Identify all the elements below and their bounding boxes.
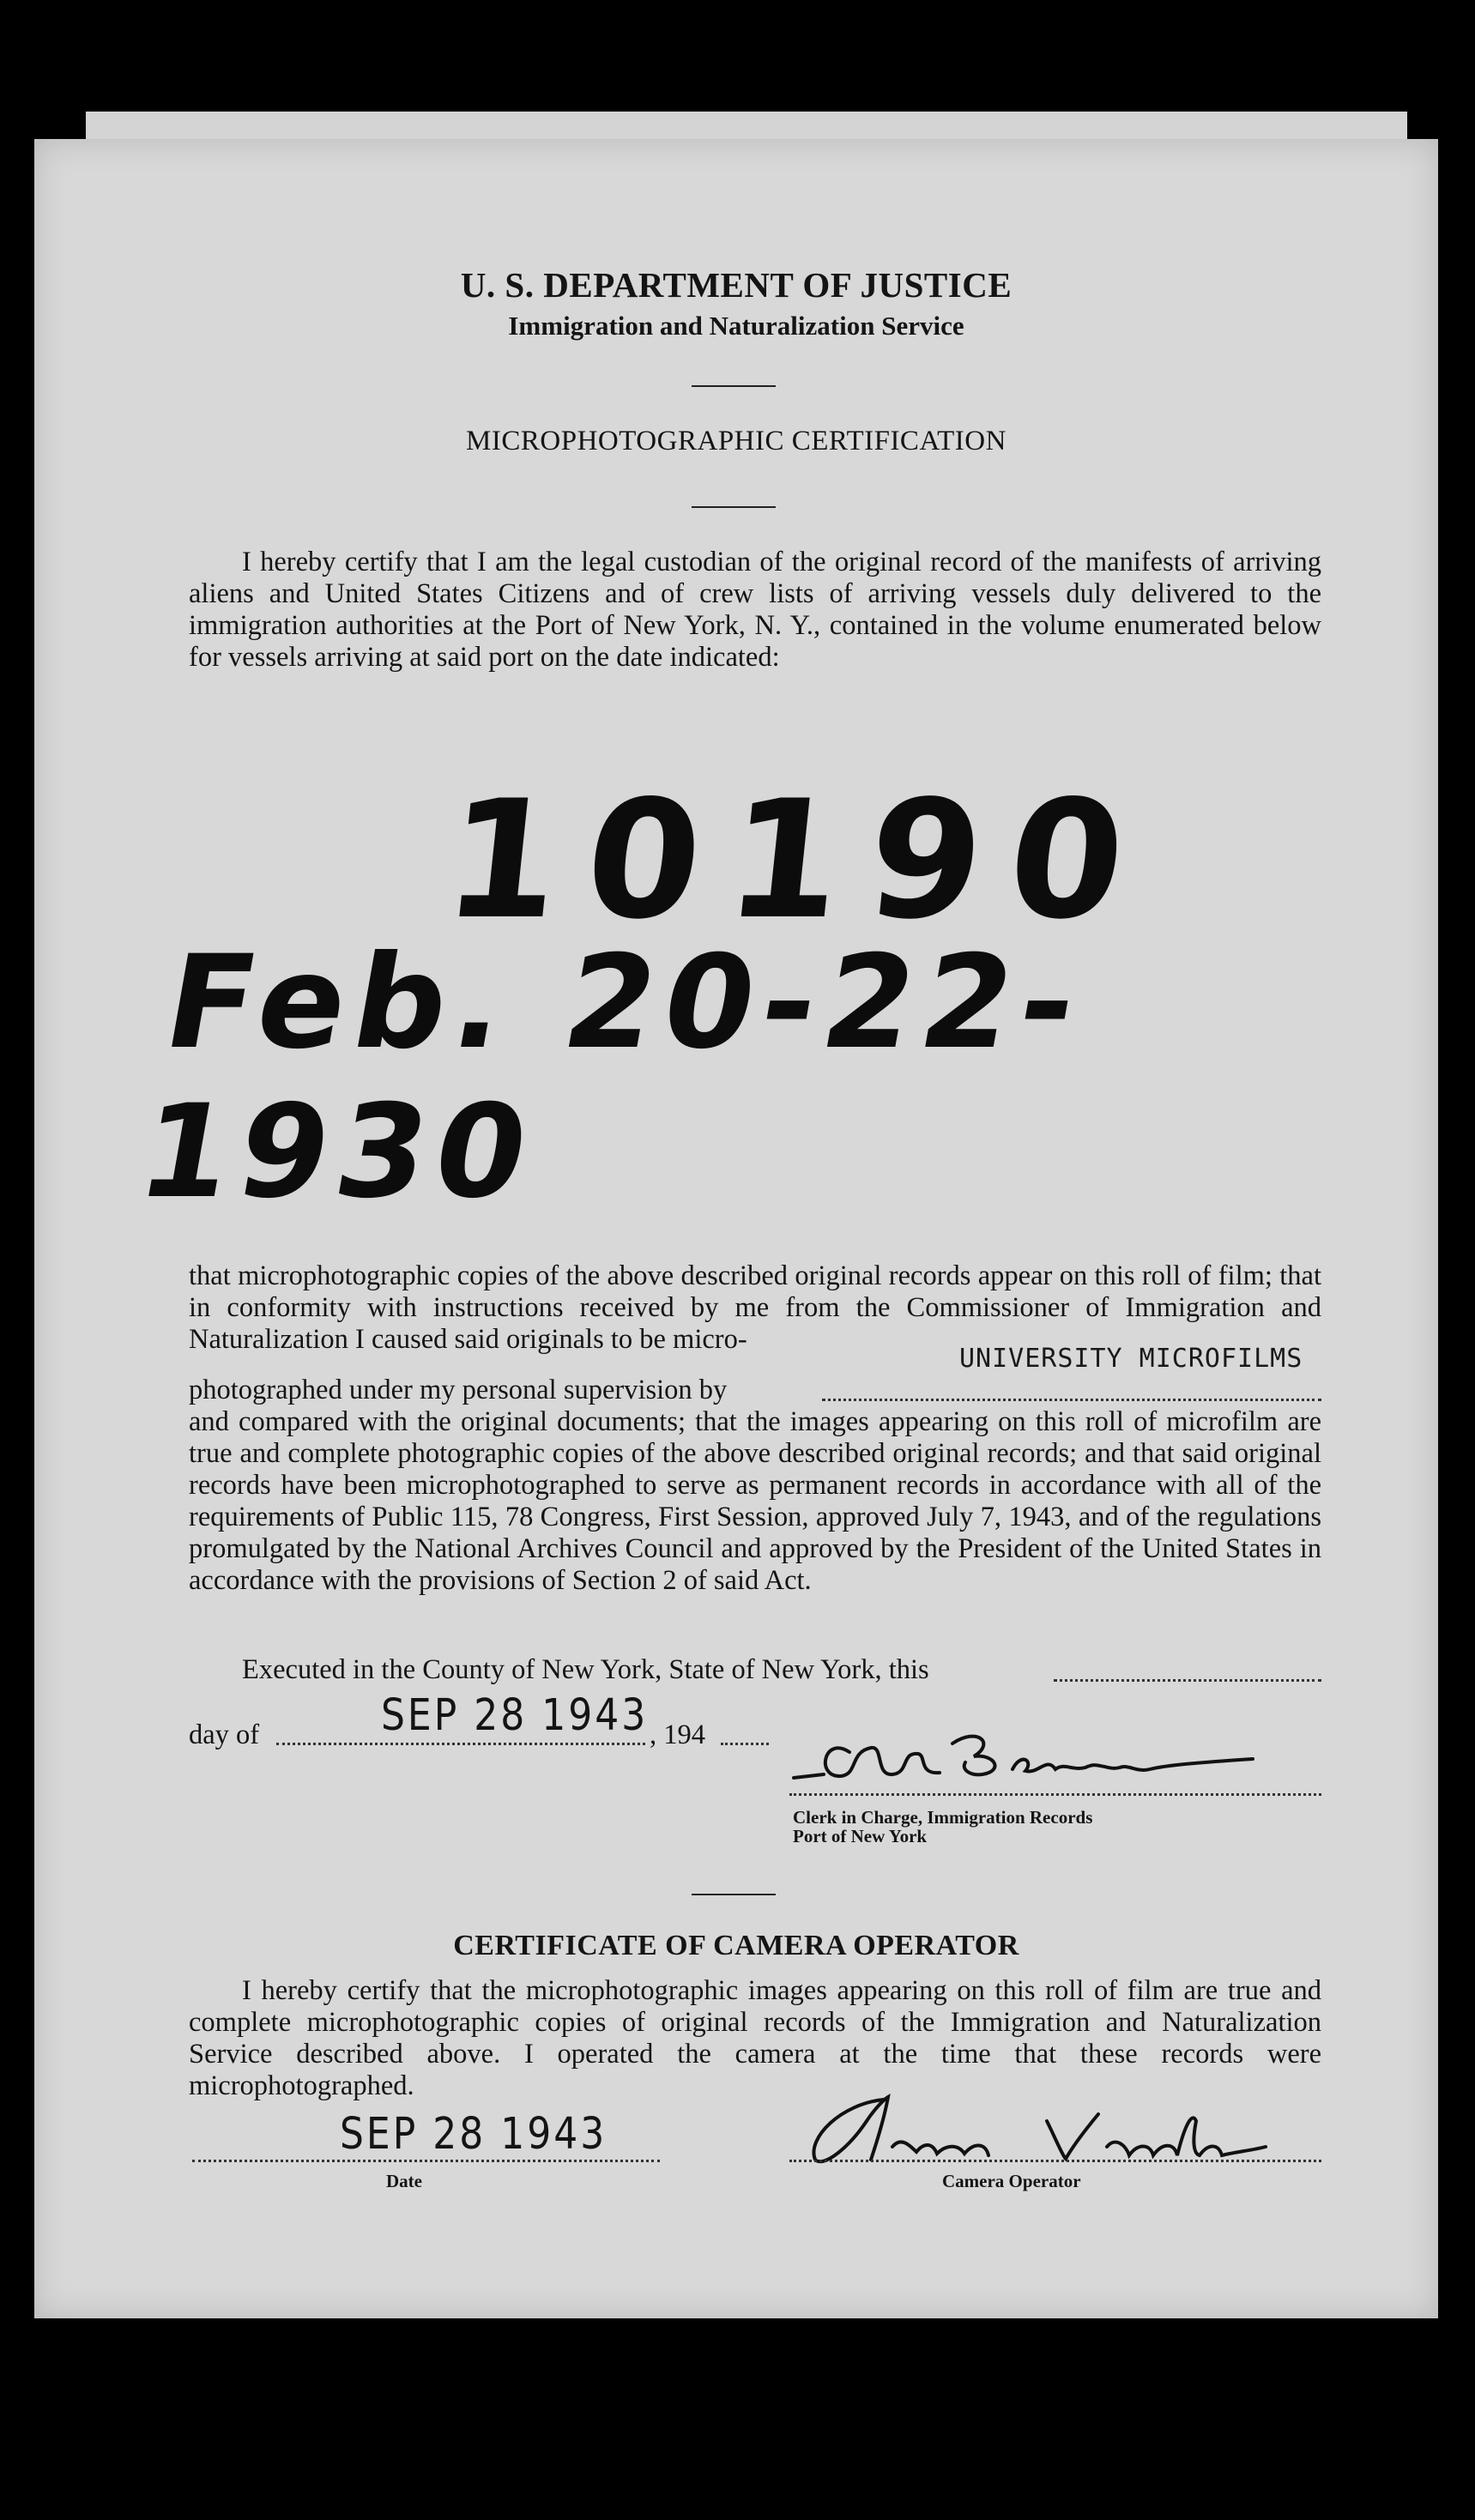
title-divider bbox=[692, 506, 776, 508]
camera-date-line bbox=[192, 2160, 660, 2162]
year-dotted-line bbox=[721, 1743, 769, 1745]
clerk-signature bbox=[789, 1718, 1270, 1786]
service-heading: Immigration and Naturalization Service bbox=[508, 311, 964, 341]
body-paragraph-2: and compared with the original documents; that the images appearing on this roll of microfilm are true and complete photographic copies of the above described original records; and that said original records have been microphotographed to serve as permanent records in accordance with all of the requirements of Public 115, 78 Congress, First Session, approved July 7, 1943, and of the regulations promulgated by the National Archives Council and approved by the President of the United States in accordance with the provisions of Section 2 of said Act. bbox=[189, 1406, 1321, 1596]
university-microfilms-stamp: UNIVERSITY MICROFILMS bbox=[959, 1344, 1303, 1374]
camera-certificate-text: I hereby certify that the microphotographic images appearing on this roll of film are true and complete microphotographic copies of original records of the Immigration and Naturalization Service described above. I operated the camera at the time that these records were microphotographed. bbox=[189, 1975, 1321, 2101]
executed-date-stamp: SEP 28 1943 bbox=[381, 1690, 649, 1741]
header-divider bbox=[692, 385, 776, 387]
executed-dotted-line bbox=[1054, 1679, 1321, 1682]
intro-paragraph: I hereby certify that I am the legal custodian of the original record of the manifests of arriving aliens and United States Citizens and of crew lists of arriving vessels duly delivered to the immigration authorities at the Port of New York, N. Y., contained in the volume enumerated below for vessels arriving at said port on the date indicated: bbox=[189, 547, 1321, 673]
supervision-line bbox=[189, 1375, 1321, 1409]
supervisor-dotted-line bbox=[822, 1399, 1321, 1401]
body-paragraph-1: that microphotographic copies of the above described original records appear on this roll of film; that in conformity with instructions received by me from the Commissioner of Immigration and Naturalization I caused said originals to be micro- bbox=[189, 1260, 1321, 1355]
clerk-title: Clerk in Charge, Immigration Records bbox=[793, 1807, 1093, 1828]
handwritten-date: Feb. 20-22-1930 bbox=[128, 928, 1097, 1227]
camera-section-divider bbox=[692, 1894, 776, 1895]
department-heading: U. S. DEPARTMENT OF JUSTICE bbox=[460, 265, 1013, 305]
camera-certificate-title: CERTIFICATE OF CAMERA OPERATOR bbox=[453, 1930, 1019, 1961]
year-prefix: , 194 bbox=[650, 1719, 705, 1750]
camera-date-stamp: SEP 28 1943 bbox=[340, 2109, 608, 2160]
handwritten-volume-number: 10190 bbox=[436, 765, 1161, 955]
certification-page bbox=[34, 139, 1438, 2318]
camera-operator-line bbox=[789, 2160, 1321, 2162]
day-of-dotted-line bbox=[276, 1743, 645, 1745]
clerk-signature-line bbox=[789, 1793, 1321, 1796]
camera-operator-label: Camera Operator bbox=[942, 2171, 1081, 2191]
executed-text: Executed in the County of New York, State of New York, this bbox=[242, 1654, 929, 1685]
photographed-by-text: photographed under my personal supervision by bbox=[189, 1375, 728, 1405]
certification-title: MICROPHOTOGRAPHIC CERTIFICATION bbox=[466, 426, 1007, 456]
date-label: Date bbox=[386, 2171, 422, 2191]
day-of-text: day of bbox=[189, 1719, 260, 1750]
executed-line bbox=[189, 1654, 1375, 1689]
clerk-location: Port of New York bbox=[793, 1826, 928, 1846]
